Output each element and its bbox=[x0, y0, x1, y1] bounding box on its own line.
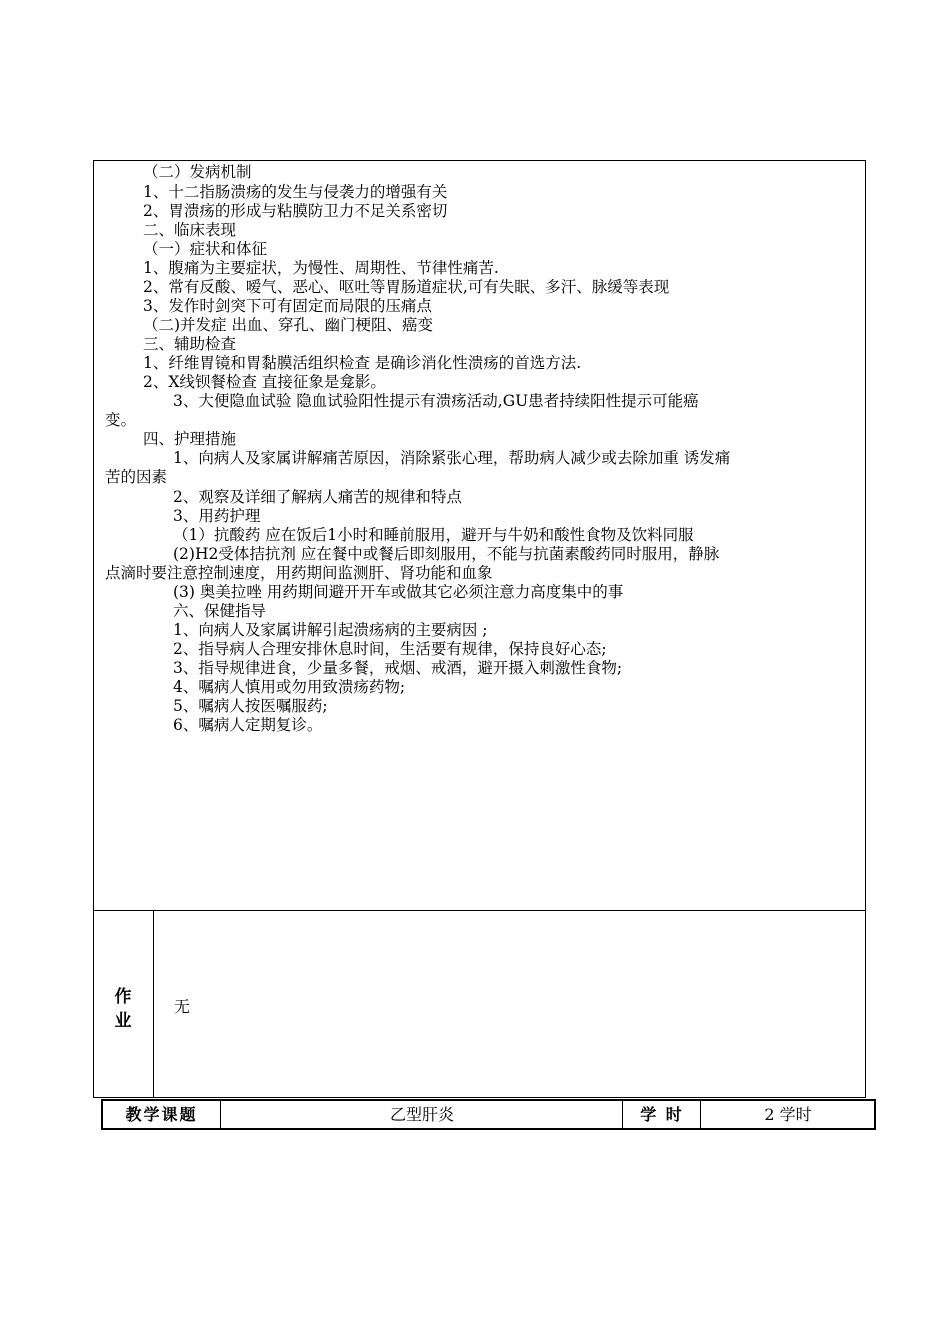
content-line: (3) 奥美拉唑 用药期间避开开车或做其它必须注意力高度集中的事 bbox=[173, 583, 624, 601]
table-divider bbox=[700, 1101, 701, 1128]
content-line: 1、向病人及家属讲解引起溃疡病的主要病因 ; bbox=[173, 621, 488, 639]
homework-divider bbox=[153, 910, 154, 1098]
hours-value: 2 学时 bbox=[764, 1105, 812, 1124]
content-line: 苦的因素 bbox=[105, 468, 168, 486]
content-line: 1、十二指肠溃疡的发生与侵袭力的增强有关 bbox=[143, 183, 448, 201]
homework-label: 作 bbox=[114, 987, 132, 1007]
content-line: 1、向病人及家属讲解痛苦原因，消除紧张心理，帮助病人减少或去除加重 诱发痛 bbox=[173, 449, 731, 467]
content-line: 2、观察及详细了解病人痛苦的规律和特点 bbox=[173, 488, 462, 506]
table-divider bbox=[622, 1101, 623, 1128]
content-line: 四、护理措施 bbox=[143, 430, 237, 448]
content-line: 3、大便隐血试验 隐血试验阳性提示有溃疡活动,GU患者持续阳性提示可能癌 bbox=[173, 392, 699, 410]
hours-label: 学 时 bbox=[640, 1105, 684, 1124]
content-line: 5、嘱病人按医嘱服药; bbox=[173, 697, 328, 715]
homework-label: 业 bbox=[114, 1011, 132, 1031]
content-line: （二）发病机制 bbox=[143, 163, 252, 181]
content-line: （1）抗酸药 应在饭后1小时和睡前服用，避开与牛奶和酸性食物及饮料同服 bbox=[173, 526, 694, 544]
content-line: 4、嘱病人慎用或勿用致溃疡药物; bbox=[173, 678, 406, 696]
content-line: 二、临床表现 bbox=[143, 221, 237, 239]
topic-label: 教学课题 bbox=[125, 1105, 198, 1124]
content-line: 2、胃溃疡的形成与粘膜防卫力不足关系密切 bbox=[143, 202, 448, 220]
content-line: 6、嘱病人定期复诊。 bbox=[173, 716, 323, 734]
content-line: 2、X线钡餐检查 直接征象是龛影。 bbox=[143, 373, 386, 391]
content-line: 2、常有反酸、嗳气、恶心、呕吐等胃肠道症状,可有失眠、多汗、脉缓等表现 bbox=[143, 278, 670, 296]
lesson-info-table bbox=[101, 1099, 876, 1130]
homework-section bbox=[93, 910, 866, 1098]
content-line: 变。 bbox=[105, 411, 137, 429]
content-line: 1、纤维胃镜和胃黏膜活组织检查 是确诊消化性溃疡的首选方法. bbox=[143, 354, 582, 372]
content-line: 点滴时要注意控制速度，用药期间监测肝、肾功能和血象 bbox=[105, 564, 493, 582]
topic-value: 乙型肝炎 bbox=[389, 1105, 454, 1124]
content-line: 3、用药护理 bbox=[173, 507, 261, 525]
content-line: (2)H2受体拮抗剂 应在餐中或餐后即刻服用，不能与抗菌素酸药同时服用，静脉 bbox=[173, 545, 720, 563]
content-line: 2、指导病人合理安排休息时间，生活要有规律，保持良好心态; bbox=[173, 640, 607, 658]
content-line: （二)并发症 出血、穿孔、幽门梗阻、癌变 bbox=[143, 316, 433, 334]
content-line: 3、指导规律进食，少量多餐，戒烟、戒酒，避开摄入刺激性食物; bbox=[173, 659, 623, 677]
content-line: （一）症状和体征 bbox=[143, 240, 268, 258]
content-line: 三、辅助检查 bbox=[143, 335, 237, 353]
content-line: 1、腹痛为主要症状，为慢性、周期性、节律性痛苦. bbox=[143, 259, 499, 277]
homework-value: 无 bbox=[174, 997, 191, 1016]
content-line: 六、保健指导 bbox=[173, 602, 267, 620]
table-divider bbox=[220, 1101, 221, 1128]
content-line: 3、发作时剑突下可有固定而局限的压痛点 bbox=[143, 297, 432, 315]
